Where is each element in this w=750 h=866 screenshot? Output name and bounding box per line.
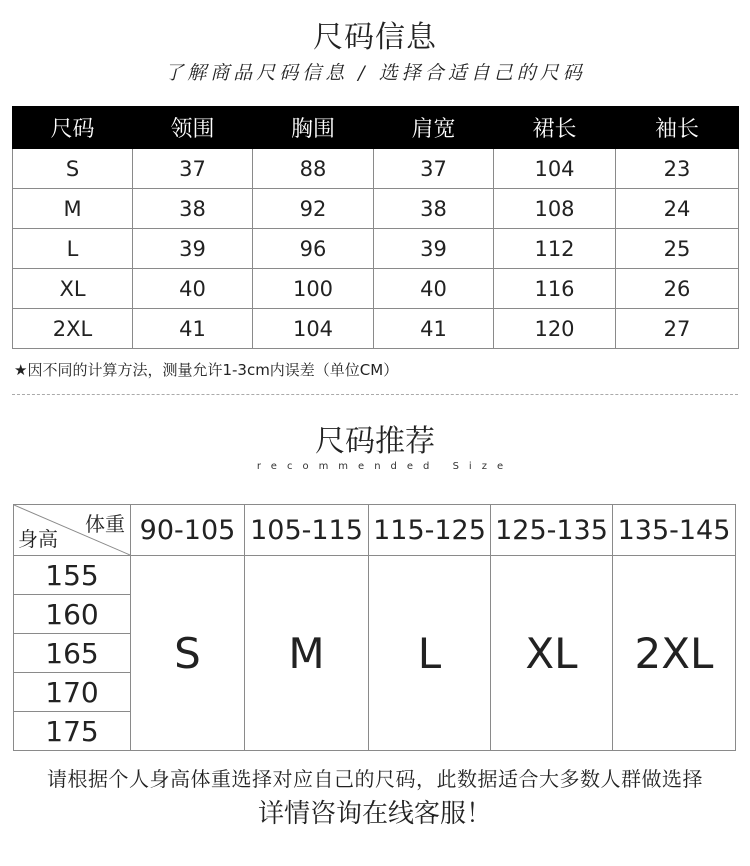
table-cell: 24 bbox=[616, 189, 739, 229]
recommended-size: XL bbox=[491, 556, 613, 751]
table-cell: 25 bbox=[616, 229, 739, 269]
header-shoulder: 肩宽 bbox=[374, 107, 494, 149]
height-value: 155 bbox=[14, 556, 131, 595]
weight-range: 115-125 bbox=[369, 505, 491, 556]
header-bust: 胸围 bbox=[253, 107, 374, 149]
table-cell: 41 bbox=[374, 309, 494, 349]
table-cell: 38 bbox=[374, 189, 494, 229]
size-recommendation-table bbox=[13, 504, 736, 751]
table-cell: 92 bbox=[253, 189, 374, 229]
table-cell: 96 bbox=[253, 229, 374, 269]
table-cell: 112 bbox=[494, 229, 616, 269]
weight-range: 135-145 bbox=[613, 505, 736, 556]
table-row bbox=[13, 229, 739, 269]
table-row bbox=[13, 189, 739, 229]
table-row bbox=[13, 309, 739, 349]
weight-range: 90-105 bbox=[131, 505, 245, 556]
table-row bbox=[13, 149, 739, 189]
size-info-title: 尺码信息 bbox=[313, 20, 437, 55]
table-row bbox=[13, 269, 739, 309]
table-cell: 23 bbox=[616, 149, 739, 189]
table-cell: 27 bbox=[616, 309, 739, 349]
table-cell: 40 bbox=[374, 269, 494, 309]
weight-range: 105-115 bbox=[245, 505, 369, 556]
table-cell: 88 bbox=[253, 149, 374, 189]
table-cell: 104 bbox=[494, 149, 616, 189]
table-cell: L bbox=[13, 229, 133, 269]
size-chart-header-row bbox=[13, 107, 739, 149]
weight-header-row bbox=[14, 505, 736, 556]
footer-contact: 详情咨询在线客服！ bbox=[257, 799, 492, 829]
measurement-note: ★因不同的计算方法，测量允许1-3cm内误差（单位CM） bbox=[14, 361, 399, 379]
weight-range: 125-135 bbox=[491, 505, 613, 556]
height-axis-label: 身高 bbox=[18, 527, 58, 551]
table-cell: M bbox=[13, 189, 133, 229]
corner-cell bbox=[14, 505, 131, 556]
height-value: 160 bbox=[14, 595, 131, 634]
recommend-title: 尺码推荐 bbox=[315, 424, 435, 459]
weight-axis-label: 体重 bbox=[85, 512, 125, 536]
size-info-subtitle: 了解商品尺码信息 / 选择合适自己的尺码 bbox=[164, 62, 586, 84]
height-value: 165 bbox=[14, 634, 131, 673]
header-neck: 领围 bbox=[133, 107, 253, 149]
table-cell: 38 bbox=[133, 189, 253, 229]
table-cell: 116 bbox=[494, 269, 616, 309]
recommended-size: M bbox=[245, 556, 369, 751]
header-sleeve-length: 袖长 bbox=[616, 107, 739, 149]
recommended-size: S bbox=[131, 556, 245, 751]
header-size: 尺码 bbox=[13, 107, 133, 149]
section-divider bbox=[12, 394, 738, 395]
height-value: 170 bbox=[14, 673, 131, 712]
size-chart-table bbox=[12, 106, 739, 349]
table-cell: 40 bbox=[133, 269, 253, 309]
table-cell: 100 bbox=[253, 269, 374, 309]
table-cell: 37 bbox=[374, 149, 494, 189]
recommended-size: 2XL bbox=[613, 556, 736, 751]
table-cell: XL bbox=[13, 269, 133, 309]
header-dress-length: 裙长 bbox=[494, 107, 616, 149]
footer-instruction: 请根据个人身高体重选择对应自己的尺码，此数据适合大多数人群做选择 bbox=[47, 767, 703, 791]
height-row bbox=[14, 556, 736, 595]
table-cell: 39 bbox=[374, 229, 494, 269]
height-value: 175 bbox=[14, 712, 131, 751]
table-cell: 2XL bbox=[13, 309, 133, 349]
table-cell: 37 bbox=[133, 149, 253, 189]
table-cell: 104 bbox=[253, 309, 374, 349]
recommend-subtitle: recommended Size bbox=[256, 461, 514, 472]
table-cell: S bbox=[13, 149, 133, 189]
table-cell: 120 bbox=[494, 309, 616, 349]
table-cell: 39 bbox=[133, 229, 253, 269]
table-cell: 26 bbox=[616, 269, 739, 309]
recommended-size: L bbox=[369, 556, 491, 751]
table-cell: 41 bbox=[133, 309, 253, 349]
table-cell: 108 bbox=[494, 189, 616, 229]
